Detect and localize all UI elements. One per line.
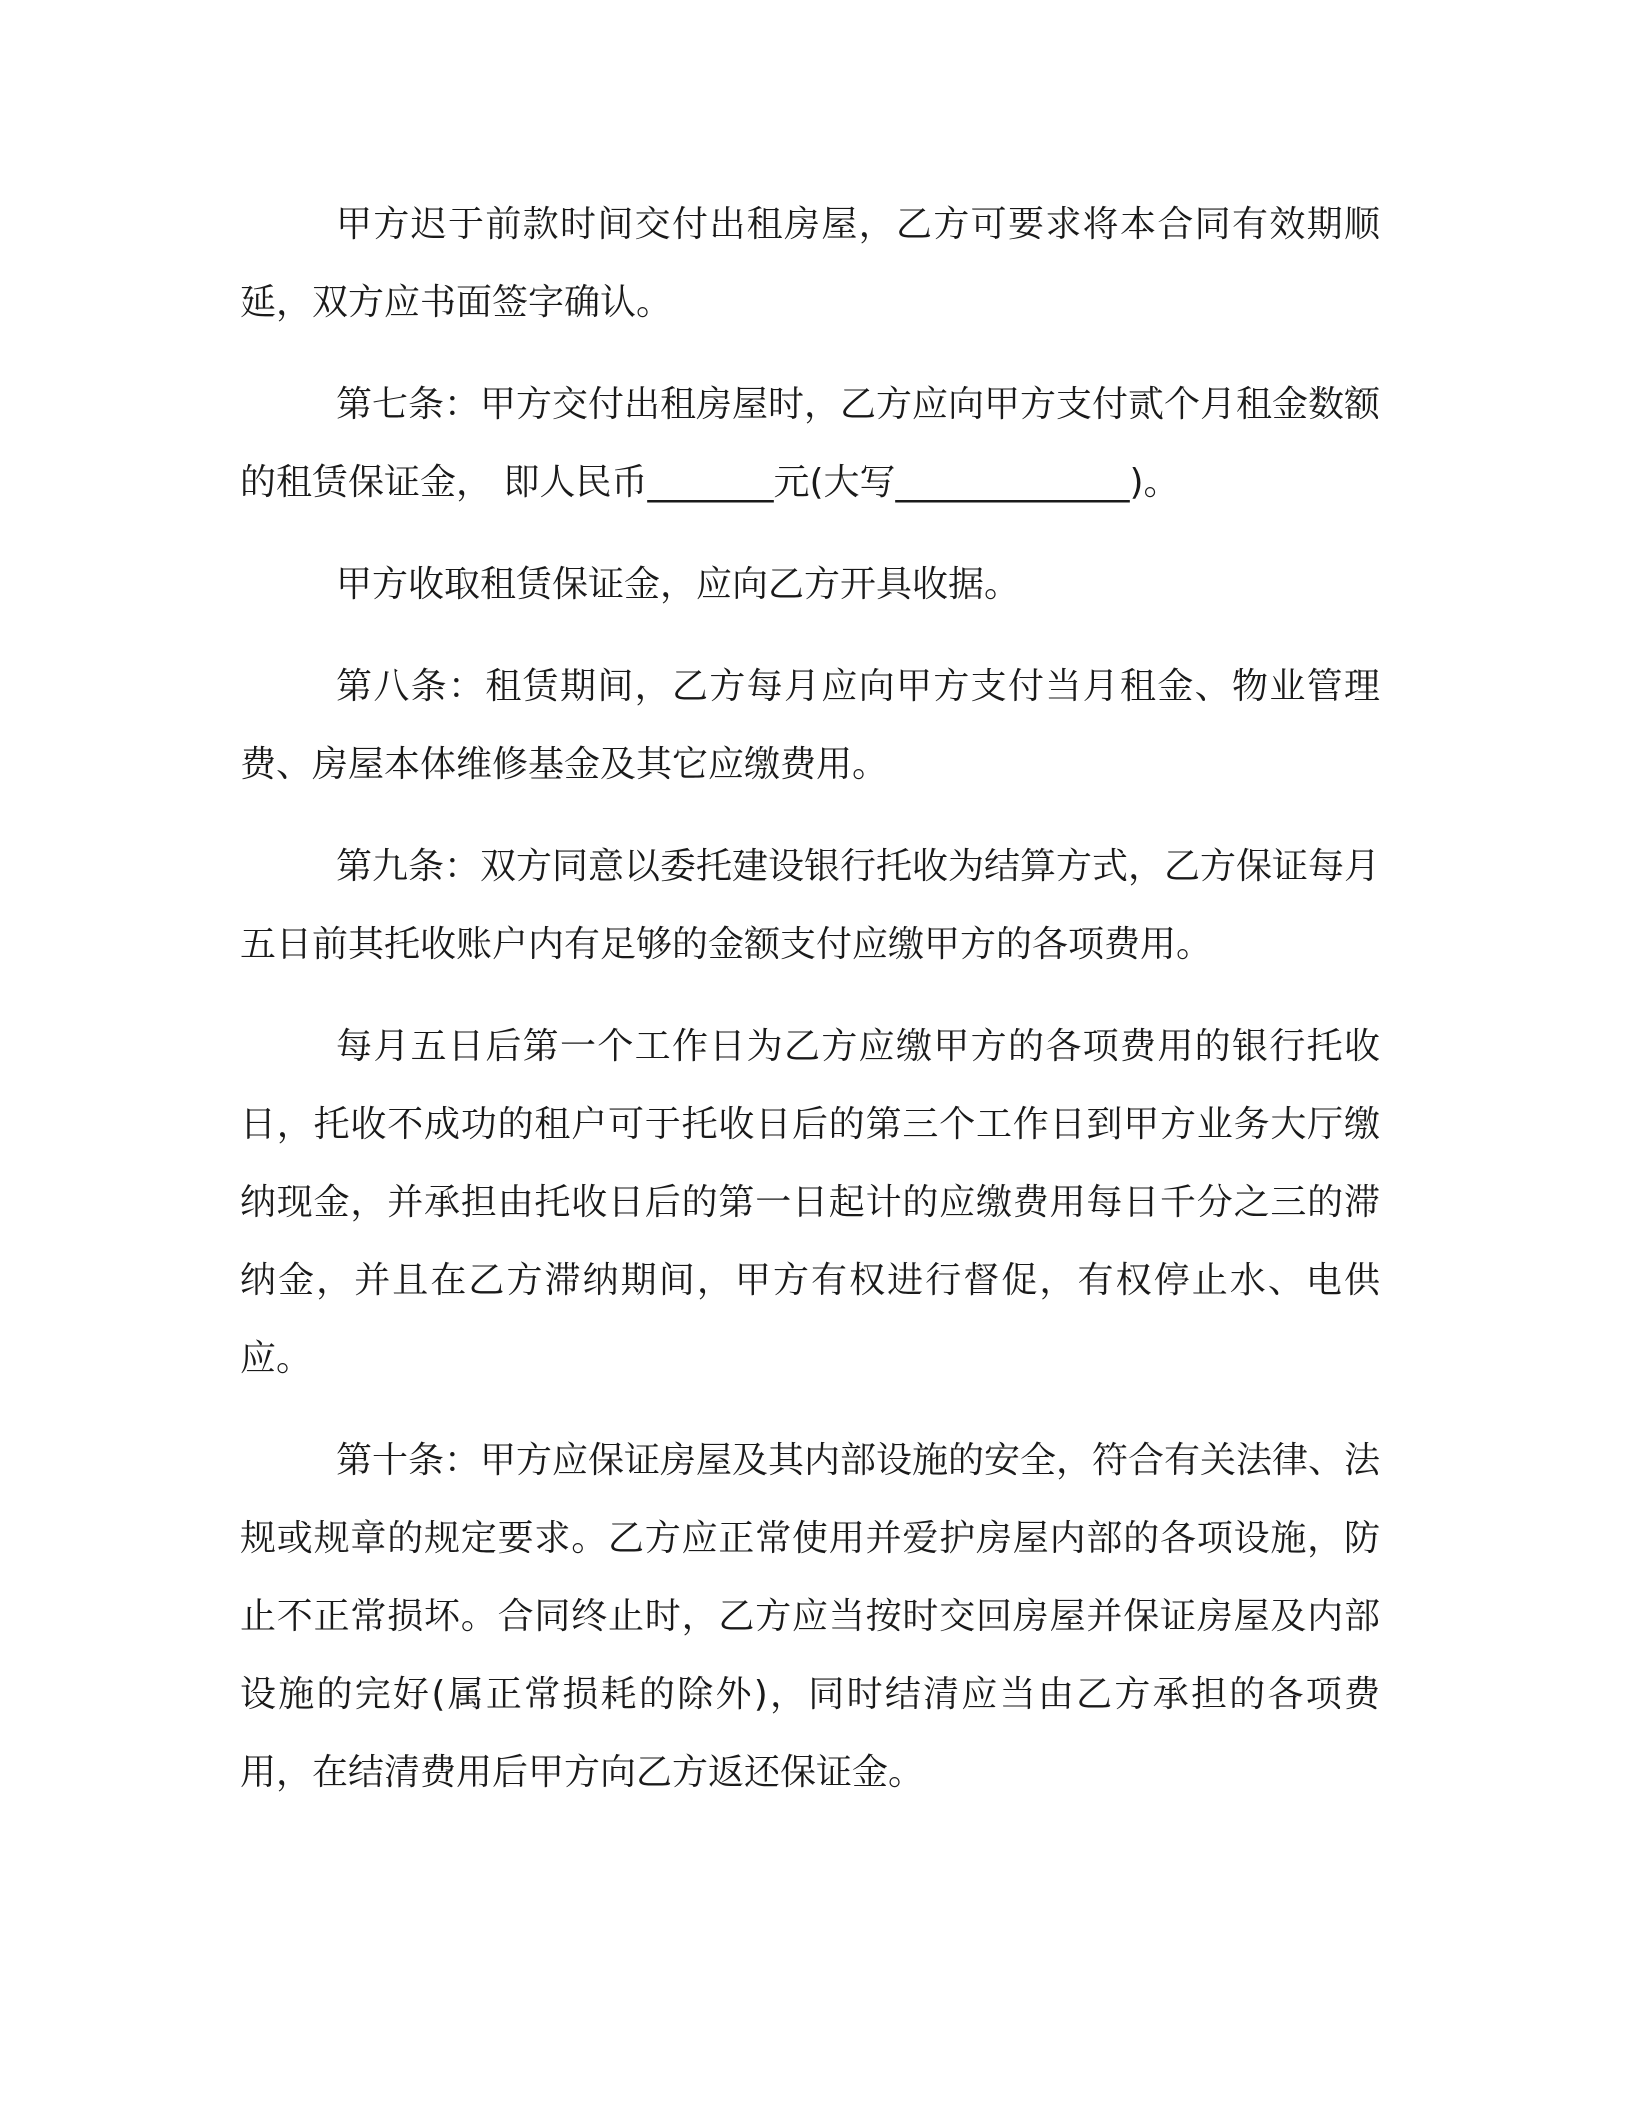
paragraph-article-7: 第七条：甲方交付出租房屋时，乙方应向甲方支付贰个月租金数额的租赁保证金， 即人民币_______元(大写_____________)。 — [240, 384, 1381, 503]
paragraph-collection-day: 每月五日后第一个工作日为乙方应缴甲方的各项费用的银行托收日，托收不成功的租户可于托收日后的第三个工作日到甲方业务大厅缴纳现金，并承担由托收日后的第一日起计的应缴费用每日千分之三的滞纳金，并且在乙方滞纳期间，甲方有权进行督促，有权停止水、电供应。 — [240, 1026, 1380, 1379]
paragraph-article-8: 第八条：租赁期间，乙方每月应向甲方支付当月租金、物业管理费、房屋本体维修基金及其它应缴费用。 — [240, 666, 1380, 785]
document-body — [240, 186, 1380, 1812]
paragraph-article-9: 第九条：双方同意以委托建设银行托收为结算方式，乙方保证每月五日前其托收账户内有足够的金额支付应缴甲方的各项费用。 — [240, 846, 1381, 965]
paragraph-deposit-receipt: 甲方收取租赁保证金，应向乙方开具收据。 — [336, 564, 1021, 605]
paragraph-article-10: 第十条：甲方应保证房屋及其内部设施的安全，符合有关法律、法规或规章的规定要求。乙方应正常使用并爱护房屋内部的各项设施，防止不正常损坏。合同终止时，乙方应当按时交回房屋并保证房屋及内部设施的完好(属正常损耗的除外)，同时结清应当由乙方承担的各项费用，在结清费用后甲方向乙方返还保证金。 — [240, 1440, 1381, 1793]
paragraph-deadline-extension: 甲方迟于前款时间交付出租房屋，乙方可要求将本合同有效期顺延，双方应书面签字确认。 — [240, 204, 1380, 323]
